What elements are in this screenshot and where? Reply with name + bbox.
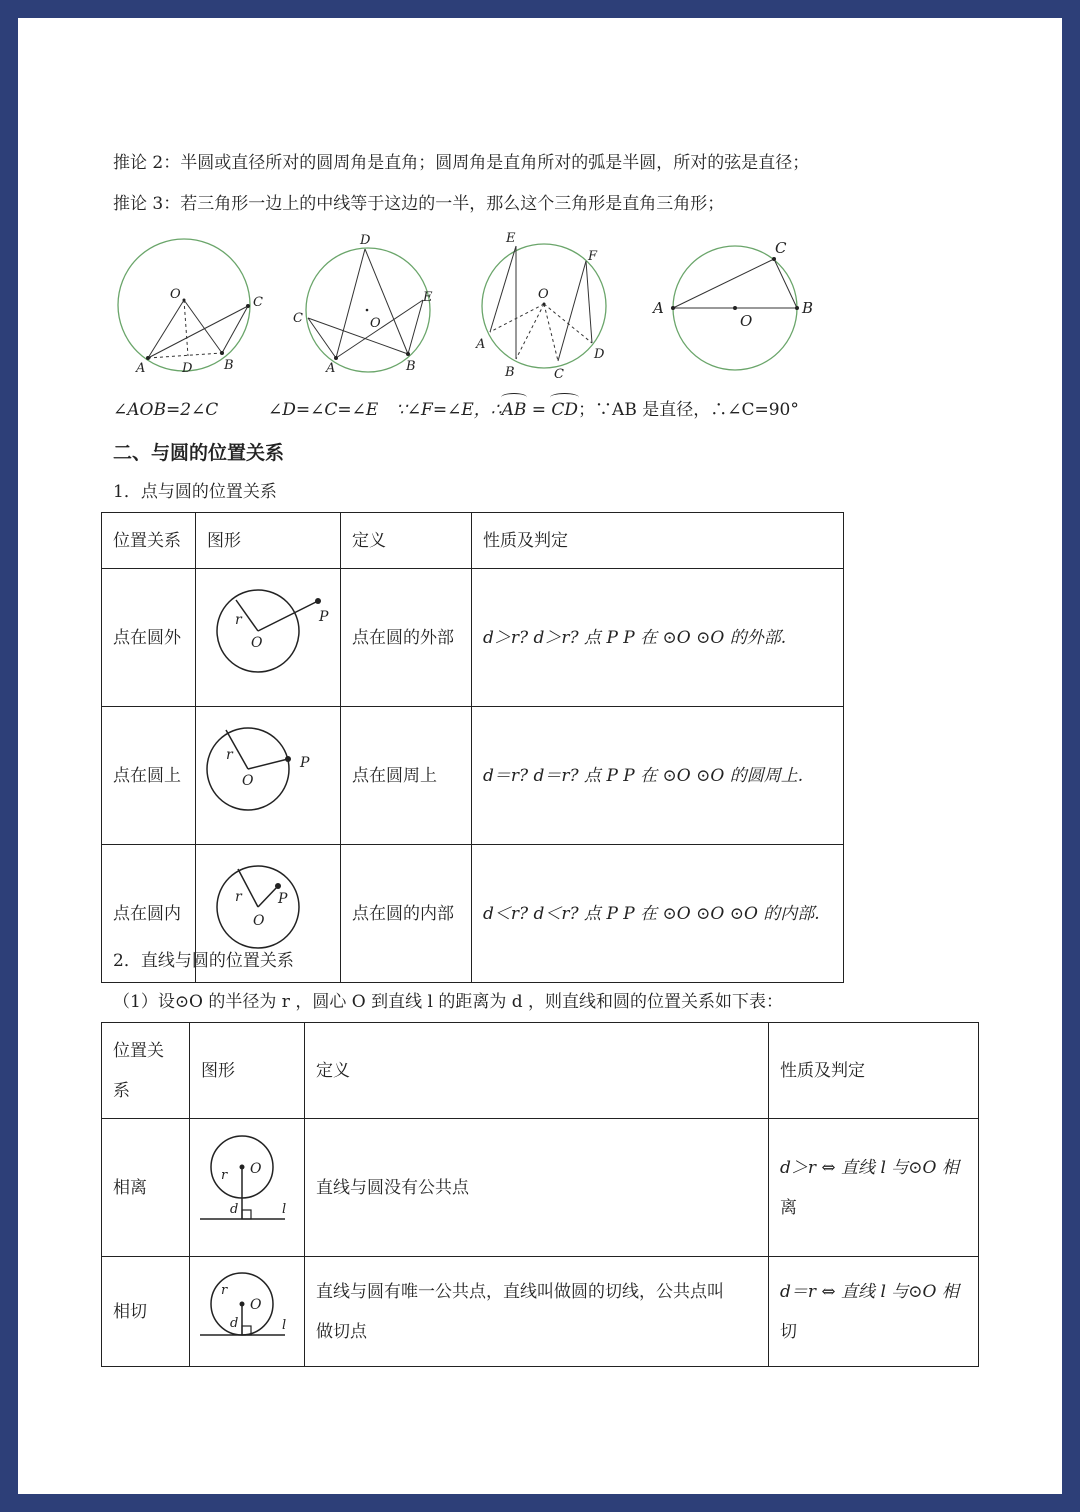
label-C: C bbox=[253, 295, 263, 310]
label-O: O bbox=[242, 773, 254, 789]
section-2-title: 二、与圆的位置关系 bbox=[113, 442, 285, 464]
figure-diameter-right-angle bbox=[650, 236, 840, 386]
label-E: E bbox=[506, 231, 516, 246]
arc-AB: AB bbox=[501, 400, 527, 420]
table-row bbox=[102, 1257, 979, 1367]
corollary-3: 推论 3：若三角形一边上的中线等于这边的一半，那么这个三角形是直角三角形； bbox=[113, 194, 725, 214]
label-d: d bbox=[230, 1316, 239, 1331]
label-A: A bbox=[476, 337, 486, 352]
caption-fig3-4 bbox=[396, 398, 799, 422]
table-row bbox=[102, 1119, 979, 1257]
label-r: r bbox=[235, 889, 242, 905]
relation-cell: 相离 bbox=[102, 1119, 190, 1257]
property-line1: d＝r ⇔ 直线 l 与⊙O 相 bbox=[780, 1281, 959, 1302]
label-O: O bbox=[250, 1297, 262, 1313]
definition-line1: 直线与圆没有公共点 bbox=[316, 1177, 469, 1198]
label-O: O bbox=[250, 1161, 262, 1177]
label-l: l bbox=[282, 1318, 287, 1333]
label-d: d bbox=[230, 1202, 239, 1217]
label-r: r bbox=[221, 1283, 228, 1298]
property-cell bbox=[769, 1119, 979, 1257]
header-relation bbox=[102, 1023, 190, 1119]
label-O: O bbox=[740, 312, 753, 330]
label-B: B bbox=[224, 358, 234, 373]
definition-cell: 点在圆的内部 bbox=[341, 845, 472, 983]
point-outside-figure bbox=[196, 569, 341, 691]
figure-inscribed-angle-2 bbox=[288, 230, 458, 380]
label-O: O bbox=[170, 287, 181, 302]
label-O: O bbox=[251, 635, 263, 651]
relation-cell: 点在圆上 bbox=[102, 707, 196, 845]
caption-fig2: ∠D=∠C=∠E bbox=[268, 400, 379, 420]
header-figure: 图形 bbox=[196, 513, 341, 569]
label-r: r bbox=[226, 747, 233, 763]
label-F: F bbox=[588, 249, 598, 264]
label-C: C bbox=[554, 367, 564, 382]
figure-cell bbox=[190, 1257, 305, 1367]
label-A: A bbox=[653, 299, 664, 317]
label-D: D bbox=[594, 347, 605, 362]
header-definition: 定义 bbox=[341, 513, 472, 569]
header-property: 性质及判定 bbox=[769, 1023, 979, 1119]
header-property: 性质及判定 bbox=[472, 513, 844, 569]
caption-fig1: ∠AOB=2∠C bbox=[113, 400, 219, 420]
caption-fig3-post: ；∵AB 是直径，∴∠C=90° bbox=[578, 400, 799, 420]
header-figure: 图形 bbox=[190, 1023, 305, 1119]
point-on-figure bbox=[196, 707, 341, 829]
header-relation: 位置关系 bbox=[102, 513, 196, 569]
figure-cell bbox=[196, 707, 341, 845]
label-P: P bbox=[300, 755, 310, 771]
property-line2: 离 bbox=[780, 1197, 797, 1218]
label-D: D bbox=[360, 233, 371, 248]
label-C: C bbox=[293, 311, 303, 326]
label-D: D bbox=[182, 361, 193, 376]
header-relation-line2: 系 bbox=[113, 1080, 130, 1101]
definition-cell: 点在圆周上 bbox=[341, 707, 472, 845]
subsection-2-intro: （1）设⊙O 的半径为 r ，圆心 O 到直线 l 的距离为 d ，则直线和圆的位置关系如下表： bbox=[113, 992, 784, 1012]
label-A: A bbox=[326, 361, 336, 376]
label-A: A bbox=[136, 361, 146, 376]
table-header-row bbox=[102, 1023, 979, 1119]
label-l: l bbox=[282, 1202, 287, 1217]
property-cell: d＞r? d＞r? 点 P P 在 ⊙O ⊙O 的外部. bbox=[472, 569, 844, 707]
table-row bbox=[102, 569, 844, 707]
property-line2: 切 bbox=[780, 1321, 797, 1342]
property-cell bbox=[769, 1257, 979, 1367]
figure-cell bbox=[196, 569, 341, 707]
line-tangent-figure bbox=[190, 1257, 305, 1351]
property-line1: d＞r ⇔ 直线 l 与⊙O 相 bbox=[780, 1157, 959, 1178]
label-E: E bbox=[423, 290, 433, 305]
label-r: r bbox=[235, 612, 242, 628]
property-cell: d＝r? d＝r? 点 P P 在 ⊙O ⊙O 的圆周上. bbox=[472, 707, 844, 845]
point-circle-table bbox=[101, 512, 844, 983]
property-cell: d＜r? d＜r? 点 P P 在 ⊙O ⊙O ⊙O 的内部. bbox=[472, 845, 844, 983]
definition-line2: 做切点 bbox=[316, 1321, 367, 1342]
document-page bbox=[18, 18, 1062, 1494]
definition-cell bbox=[305, 1257, 769, 1367]
relation-cell: 点在圆外 bbox=[102, 569, 196, 707]
definition-cell: 点在圆的外部 bbox=[341, 569, 472, 707]
line-circle-table bbox=[101, 1022, 979, 1367]
caption-eq: = bbox=[526, 400, 552, 420]
caption-fig3-pre: ∵∠F=∠E，∴ bbox=[396, 400, 502, 420]
figure-cell bbox=[190, 1119, 305, 1257]
line-separate-figure bbox=[190, 1119, 305, 1241]
label-O: O bbox=[538, 287, 549, 302]
label-O: O bbox=[253, 913, 265, 929]
label-B: B bbox=[406, 359, 416, 374]
header-relation-line1: 位置关 bbox=[113, 1040, 164, 1061]
subsection-1-title: 1．点与圆的位置关系 bbox=[113, 482, 277, 502]
label-P: P bbox=[319, 609, 329, 625]
circle bbox=[118, 239, 250, 371]
table-header-row bbox=[102, 513, 844, 569]
relation-cell: 点在圆内 bbox=[102, 845, 196, 983]
relation-cell: 相切 bbox=[102, 1257, 190, 1367]
label-O: O bbox=[370, 316, 381, 331]
definition-cell bbox=[305, 1119, 769, 1257]
figure-equal-arcs bbox=[468, 228, 628, 388]
subsection-2-title: 2．直线与圆的位置关系 bbox=[113, 951, 294, 971]
corollary-2: 推论 2：半圆或直径所对的圆周角是直角；圆周角是直角所对的弧是半圆，所对的弦是直径； bbox=[113, 153, 810, 173]
definition-line1: 直线与圆有唯一公共点，直线叫做圆的切线，公共点叫 bbox=[316, 1281, 724, 1302]
label-B: B bbox=[505, 365, 515, 380]
arc-CD: CD bbox=[551, 400, 579, 420]
figure-inscribed-angle-1 bbox=[108, 230, 278, 380]
label-P: P bbox=[278, 891, 288, 907]
label-B: B bbox=[802, 299, 814, 317]
header-definition: 定义 bbox=[305, 1023, 769, 1119]
label-r: r bbox=[221, 1168, 228, 1183]
table-row bbox=[102, 707, 844, 845]
label-C: C bbox=[775, 239, 787, 257]
